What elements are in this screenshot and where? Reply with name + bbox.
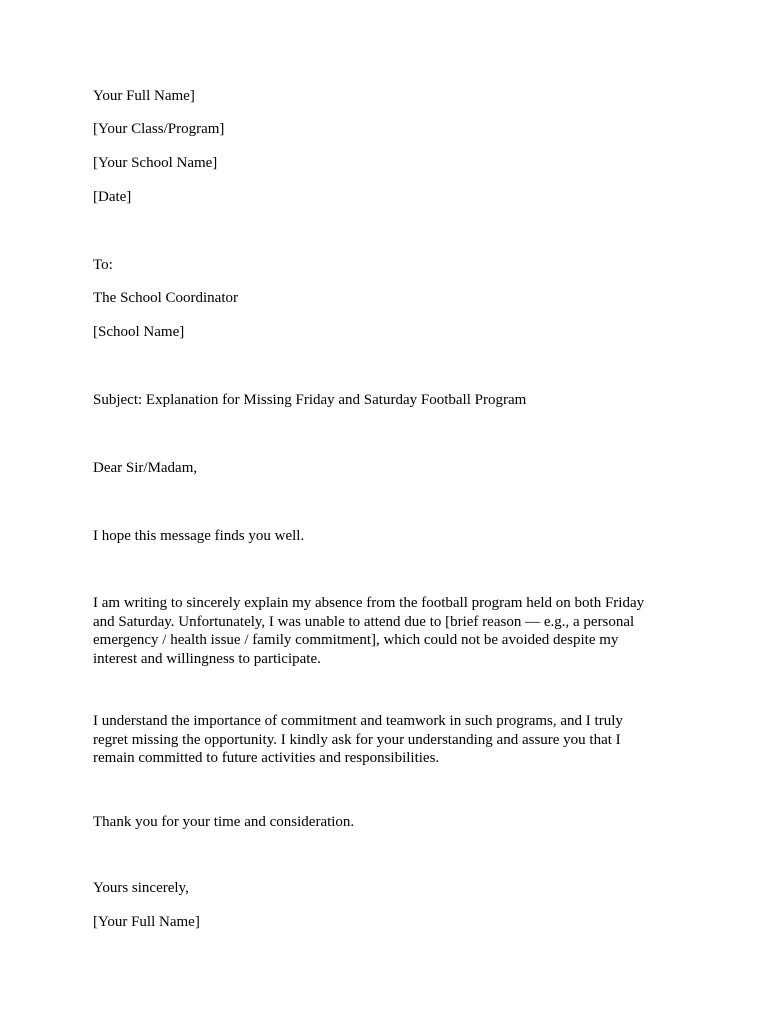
thanks-line: Thank you for your time and consideration. xyxy=(93,814,355,830)
recipient-to-label: To: xyxy=(93,257,113,273)
letter-subject: Subject: Explanation for Missing Friday and Saturday Football Program xyxy=(93,392,527,408)
body-paragraph-1 xyxy=(93,594,693,668)
recipient-title: The School Coordinator xyxy=(93,290,238,306)
body-paragraph-2-line: remain committed to future activities and responsibilities. xyxy=(93,750,440,766)
body-paragraph-1-line: interest and willingness to participate. xyxy=(93,650,321,667)
sender-school-name: [Your School Name] xyxy=(93,155,218,171)
body-paragraph-1-line: I am writing to sincerely explain my absence from the football program held on both Friday xyxy=(93,595,645,611)
salutation: Dear Sir/Madam, xyxy=(93,460,198,476)
closing: Yours sincerely, xyxy=(93,880,189,896)
sender-class-program: [Your Class/Program] xyxy=(93,121,225,137)
letter-date: [Date] xyxy=(93,189,132,205)
body-paragraph-1-line: emergency / health issue / family commitment], which could not be avoided despite my xyxy=(93,632,619,648)
body-paragraph-2-line: I understand the importance of commitment and teamwork in such programs, and I truly xyxy=(93,713,623,729)
recipient-school-name: [School Name] xyxy=(93,324,185,340)
body-paragraph-1-line: and Saturday. Unfortunately, I was unable to attend due to [brief reason — e.g., a personal xyxy=(93,613,635,630)
sender-full-name: Your Full Name] xyxy=(93,88,195,104)
signature-name: [Your Full Name] xyxy=(93,914,200,930)
greeting-line: I hope this message finds you well. xyxy=(93,528,305,544)
body-paragraph-2 xyxy=(93,712,693,768)
body-paragraph-2-line: regret missing the opportunity. I kindly ask for your understanding and assure you that I xyxy=(93,731,621,748)
